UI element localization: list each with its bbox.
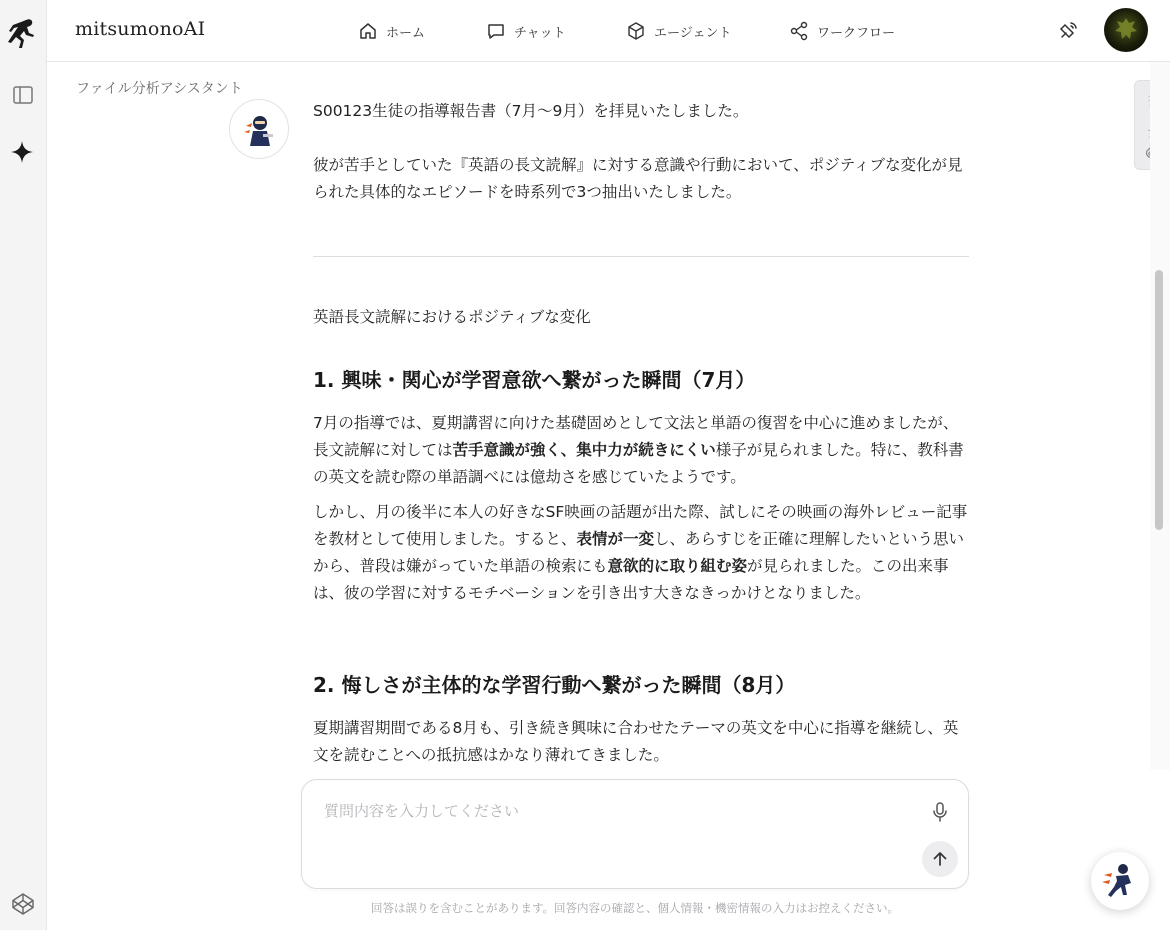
- nav-chat[interactable]: [486, 0, 566, 62]
- chat-icon: [486, 21, 506, 41]
- ninja-icon: [243, 112, 277, 148]
- nav-agent-label: エージェント: [654, 25, 732, 41]
- section1-paragraph2: しかし、月の後半に本人の好きなSF映画の話題が出た際、試しにその映画の海外レビュー記事を教材として使用しました。すると、表情が一変し、あらすじを正確に理解したいという思いから、普段は嫌がっていた単語の検索にも意欲的に取り組む姿が見られました。この出来事は、彼の学習に対するモチベーションを引き出す大きなきっかけとなりました。: [313, 503, 968, 602]
- sparkle-icon[interactable]: [10, 140, 34, 164]
- section1-paragraph1: 7月の指導では、夏期講習に向けた基礎固めとして文法と単語の復習を中心に進めましたが、長文読解に対しては苦手意識が強く、集中力が続きにくい様子が見られました。特に、教科書の英文を読む際の単語調べには億劫さを感じていたようです。: [313, 414, 964, 486]
- nav-home-label: ホーム: [386, 25, 426, 41]
- message-subtitle: 英語長文読解におけるポジティブな変化: [313, 308, 591, 326]
- workflow-icon: [789, 21, 809, 41]
- user-avatar[interactable]: [1104, 8, 1148, 52]
- top-header: [47, 0, 1170, 62]
- sidebar-toggle-icon[interactable]: [12, 84, 34, 106]
- home-icon: [358, 21, 378, 41]
- message-summary: 彼が苦手としていた『英語の長文読解』に対する意識や行動において、ポジティブな変化が見られた具体的なエピソードを時系列で3つ抽出いたしました。: [313, 156, 963, 201]
- nav-workflow[interactable]: [789, 0, 895, 62]
- section2-heading: 2. 悔しさが主体的な学習行動へ繋がった瞬間（8月）: [313, 673, 796, 697]
- codepen-icon[interactable]: [11, 892, 35, 916]
- message-intro: S00123生徒の指導報告書（7月〜9月）を拝見いたしました。: [313, 102, 749, 120]
- section2-paragraph1: 夏期講習期間である8月も、引き続き興味に合わせたテーマの英文を中心に指導を継続し、英文を読むことへの抵抗感はかなり薄れてきました。: [313, 719, 959, 764]
- satellite-icon[interactable]: [1057, 20, 1079, 42]
- disclaimer-text: 回答は誤りを含むことがあります。回答内容の確認と、個人情報・機密情報の入力はお控えください。: [370, 901, 900, 915]
- section1-heading: 1. 興味・関心が学習意欲へ繋がった瞬間（7月）: [313, 368, 756, 392]
- assistant-name: ファイル分析アシスタント: [76, 81, 243, 97]
- brand-name[interactable]: mitsumonoAI: [75, 18, 206, 40]
- send-button[interactable]: [922, 841, 958, 877]
- nav-agent[interactable]: [626, 0, 731, 62]
- bot-avatar: [229, 99, 289, 159]
- composer: [301, 779, 969, 889]
- arrow-up-icon: [930, 849, 950, 869]
- ninja-runner-icon: [1101, 861, 1139, 901]
- helper-button[interactable]: [1091, 852, 1149, 910]
- cube-icon: [626, 21, 646, 41]
- divider: [313, 256, 969, 257]
- nav-chat-label: チャット: [514, 25, 566, 41]
- microphone-icon[interactable]: [928, 800, 952, 824]
- runner-logo-icon[interactable]: [6, 16, 40, 52]
- question-input[interactable]: [324, 800, 904, 860]
- nav-workflow-label: ワークフロー: [817, 25, 896, 41]
- scrollbar-thumb[interactable]: [1155, 270, 1163, 530]
- nav-home[interactable]: [358, 0, 425, 62]
- left-rail: [0, 0, 47, 930]
